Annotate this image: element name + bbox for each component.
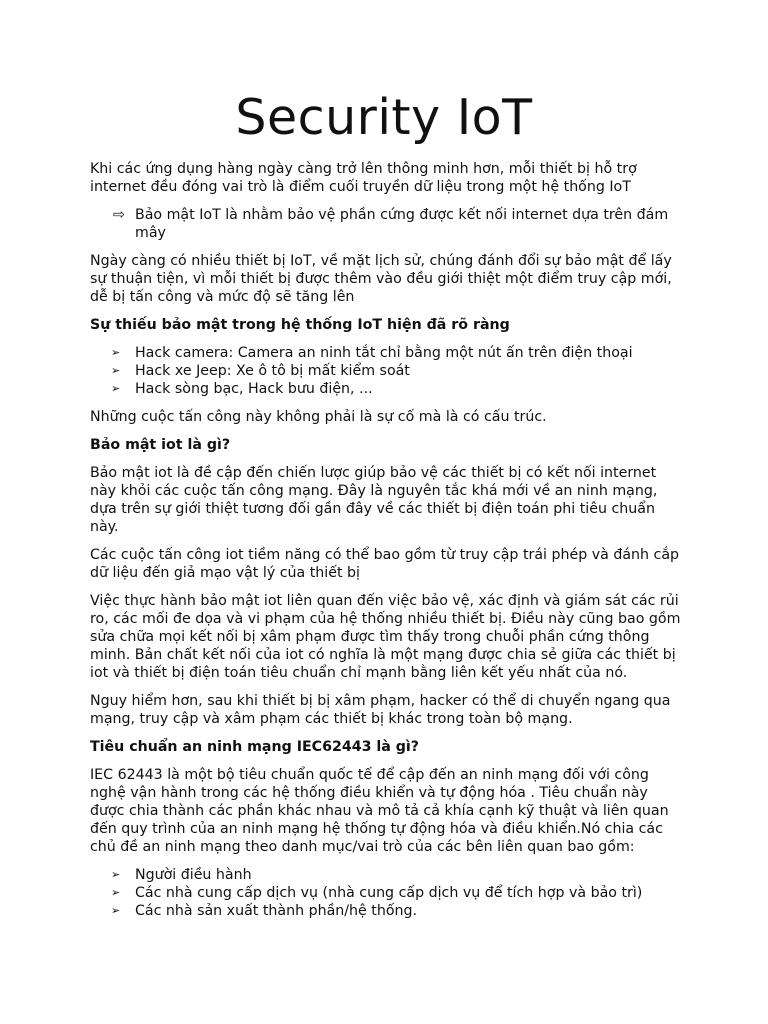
list-item-text: Hack sòng bạc, Hack bưu điện, ...: [135, 381, 373, 397]
document-body: [90, 160, 685, 930]
list-item-text: Các nhà cung cấp dịch vụ (nhà cung cấp dịch vụ để tích hợp và bảo trì): [135, 885, 643, 901]
paragraph-practice: Việc thực hành bảo mật iot liên quan đến việc bảo vệ, xác định và giám sát các rủi ro, các mối đe dọa và vi phạm của hệ thống nhiều thiết bị. Điều này cũng bao gồm sửa chữa mọi kết nối bị xâm phạm được tìm thấy trong chuỗi phần cứng thông minh. Bản chất kết nối của iot có nghĩa là một mạng được chia sẻ giữa các thiết bị iot và thiết bị điện toán tiêu chuẩn chỉ mạnh bằng liên kết yếu nhất của nó.: [90, 593, 681, 681]
paragraph-iec62443: IEC 62443 là một bộ tiêu chuẩn quốc tế để cập đến an ninh mạng đối với công nghệ vận hành trong các hệ thống điều khiển và tự động hóa . Tiêu chuẩn này được chia thành các phần khác nhau và mô tả cả khía cạnh kỹ thuật và liên quan đến quy trình của an ninh mạng hệ thống tự động hóa và điều khiển.Nó chia các chủ đề an ninh mạng theo danh mục/vai trò của các bên liên quan bao gồm:: [90, 767, 669, 855]
list-item: [90, 866, 685, 884]
list-item-text: Hack camera: Camera an ninh tắt chỉ bằng một nút ấn trên điện thoại: [135, 345, 633, 361]
list-item-text: Các nhà sản xuất thành phần/hệ thống.: [135, 903, 418, 919]
list-item: [90, 884, 685, 902]
list-item: [90, 380, 685, 398]
paragraph-lateral-movement: Nguy hiểm hơn, sau khi thiết bị bị xâm phạm, hacker có thể di chuyển ngang qua mạng, truy cập và xâm phạm các thiết bị khác trong toàn bộ mạng.: [90, 693, 671, 727]
heading-what-is-iot-security: Bảo mật iot là gì?: [90, 437, 231, 453]
list-item: [90, 362, 685, 380]
stakeholder-list: [90, 866, 685, 920]
list-item: [90, 902, 685, 920]
paragraph-structured-attacks: Những cuộc tấn công này không phải là sự cố mà là có cấu trúc.: [90, 409, 547, 425]
paragraph-definition: Bảo mật iot là đề cập đến chiến lược giúp bảo vệ các thiết bị có kết nối internet này khỏi các cuộc tấn công mạng. Đây là nguyên tắc khá mới về an ninh mạng, dựa trên sự giới thiệt tương đối gần đây về các thiết bị điện toán phi tiêu chuẩn này.: [90, 465, 658, 535]
list-item-text: Hack xe Jeep: Xe ô tô bị mất kiểm soát: [135, 363, 410, 379]
paragraph-history: Ngày càng có nhiều thiết bị IoT, về mặt lịch sử, chúng đánh đổi sự bảo mật để lấy sự thuận tiện, vì mỗi thiết bị được thêm vào đều giới thiệt một điểm truy cập mới, dễ bị tấn công và mức độ sẽ tăng lên: [90, 253, 672, 305]
page-title: Security IoT: [235, 89, 533, 146]
arrowhead-bullet-icon: ➢: [111, 904, 121, 917]
arrowhead-bullet-icon: ➢: [111, 346, 121, 359]
heading-lack-of-security: Sự thiếu bảo mật trong hệ thống IoT hiện đã rõ ràng: [90, 317, 510, 333]
arrowhead-bullet-icon: ➢: [111, 382, 121, 395]
paragraph-potential-attacks: Các cuộc tấn công iot tiềm năng có thể bao gồm từ truy cập trái phép và đánh cắp dữ liệu đến giả mạo vật lý của thiết bị: [90, 547, 680, 581]
list-item-text: Bảo mật IoT là nhằm bảo vệ phần cứng được kết nối internet dựa trên đám mây: [135, 207, 669, 241]
arrowhead-bullet-icon: ➢: [111, 364, 121, 377]
arrowhead-bullet-icon: ➢: [111, 886, 121, 899]
list-item: [90, 206, 685, 242]
list-item-text: Người điều hành: [135, 867, 252, 883]
list-item: [90, 344, 685, 362]
paragraph-intro: Khi các ứng dụng hàng ngày càng trở lên thông minh hơn, mỗi thiết bị hỗ trợ internet đều đóng vai trò là điểm cuối truyền dữ liệu trong một hệ thống IoT: [90, 161, 637, 195]
hack-examples-list: [90, 344, 685, 398]
heading-iec62443: Tiêu chuẩn an ninh mạng IEC62443 là gì?: [90, 739, 420, 755]
arrowhead-bullet-icon: ➢: [111, 868, 121, 881]
sub-point-list: [90, 206, 685, 242]
arrow-right-icon: ⇨: [113, 207, 125, 223]
